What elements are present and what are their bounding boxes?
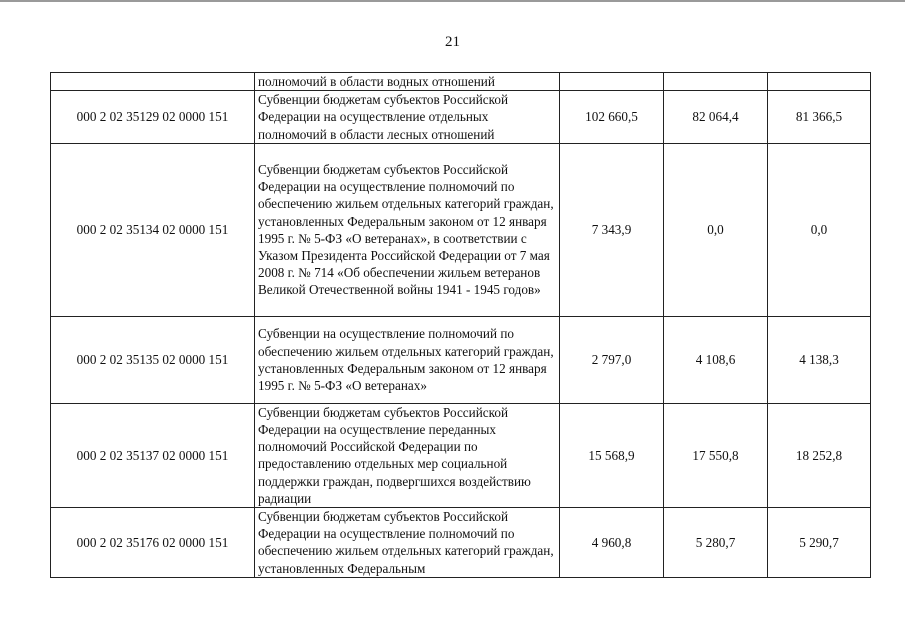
amount-cell-1: 102 660,5 — [560, 91, 664, 144]
amount-cell-3: 4 138,3 — [768, 316, 871, 403]
table-row — [51, 508, 871, 578]
description-cell: Субвенции бюджетам субъектов Российской Федерации на осуществление полномочий по обеспечению жильем отдельных категорий граждан, установленных Федеральным — [255, 508, 560, 578]
amount-cell-1: 4 960,8 — [560, 508, 664, 578]
amount-cell-3 — [768, 73, 871, 91]
description-cell: Субвенции бюджетам субъектов Российской Федерации на осуществление отдельных полномочий в области лесных отношений — [255, 91, 560, 144]
amount-cell-2: 4 108,6 — [664, 316, 768, 403]
amount-cell-2: 82 064,4 — [664, 91, 768, 144]
amount-cell-1 — [560, 73, 664, 91]
budget-code-cell: 000 2 02 35135 02 0000 151 — [51, 316, 255, 403]
page-top-edge — [0, 0, 905, 2]
amount-cell-3: 18 252,8 — [768, 403, 871, 507]
table-row — [51, 73, 871, 91]
table-row — [51, 316, 871, 403]
amount-cell-3: 5 290,7 — [768, 508, 871, 578]
budget-code-cell: 000 2 02 35176 02 0000 151 — [51, 508, 255, 578]
amount-cell-2 — [664, 73, 768, 91]
amount-cell-2: 17 550,8 — [664, 403, 768, 507]
amount-cell-2: 0,0 — [664, 143, 768, 316]
amount-cell-1: 7 343,9 — [560, 143, 664, 316]
budget-code-cell — [51, 73, 255, 91]
description-cell: Субвенции бюджетам субъектов Российской Федерации на осуществление переданных полномочий Российской Федерации по предоставлению отдельных мер социальной поддержки граждан, подвергшихся воздействию радиации — [255, 403, 560, 507]
table-row — [51, 143, 871, 316]
budget-code-cell: 000 2 02 35137 02 0000 151 — [51, 403, 255, 507]
description-cell: Субвенции на осуществление полномочий по обеспечению жильем отдельных категорий граждан, установленных Федеральным законом от 12 января 1995 г. № 5-ФЗ «О ветеранах» — [255, 316, 560, 403]
amount-cell-1: 2 797,0 — [560, 316, 664, 403]
budget-table — [50, 72, 871, 578]
description-cell: Субвенции бюджетам субъектов Российской Федерации на осуществление полномочий по обеспечению жильем отдельных категорий граждан, установленных Федеральным законом от 12 января 1995 г. № 5-ФЗ «О ветеранах», в соответствии с Указом Президента Российской Федерации от 7 мая 2008 г. № 714 «Об обеспечении жильем ветеранов Великой Отечественной войны 1941 - 1945 годов» — [255, 143, 560, 316]
amount-cell-1: 15 568,9 — [560, 403, 664, 507]
description-cell: полномочий в области водных отношений — [255, 73, 560, 91]
table-row — [51, 403, 871, 507]
amount-cell-3: 0,0 — [768, 143, 871, 316]
amount-cell-3: 81 366,5 — [768, 91, 871, 144]
page-number: 21 — [445, 34, 460, 50]
table-row — [51, 91, 871, 144]
amount-cell-2: 5 280,7 — [664, 508, 768, 578]
budget-code-cell: 000 2 02 35134 02 0000 151 — [51, 143, 255, 316]
budget-code-cell: 000 2 02 35129 02 0000 151 — [51, 91, 255, 144]
